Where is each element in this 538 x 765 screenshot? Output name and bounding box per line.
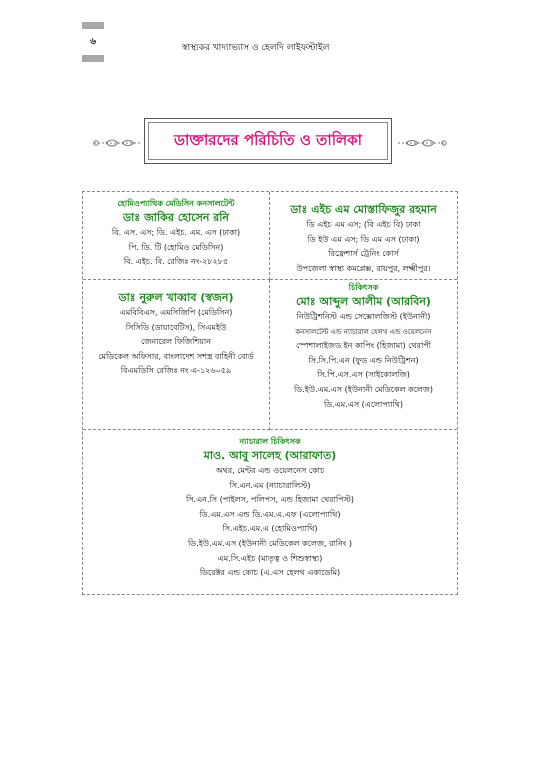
doctor-credential: কনসালটেন্ট এন্ড ন্যাচারাল হেলথ এন্ড ওয়েলনেস	[295, 327, 432, 336]
left-ornament-icon	[92, 136, 144, 150]
doctor-card	[83, 280, 270, 430]
doctor-credential: মেডিকেল অফিসার, বাংলাদেশ সশস্ত্র বাহিনী বোর্ড	[98, 351, 254, 361]
page-tab-bar-bottom	[82, 55, 104, 62]
doctor-credential: ডি.এম.এস (এলোপ্যাথি)	[323, 399, 404, 409]
page-tab-bar-top	[82, 22, 104, 29]
doctor-card	[270, 192, 457, 280]
running-header-title: স্বাস্থ্যকর খাদ্যাভ্যাস ও হেলদি লাইফস্টাইল	[182, 43, 330, 53]
doctor-role: হোমিওপ্যাথিক মেডিসিন কনসালটেন্ট	[117, 199, 235, 208]
doctor-credential: ডিরেক্টর এন্ড কোচ (এ.এস হেলথ একাডেমি)	[199, 568, 341, 578]
doctor-name: মাও. আবু সালেহ (আরাফাত)	[203, 449, 337, 462]
right-ornament-icon	[396, 136, 448, 150]
page-title: ডাক্তারদের পরিচিতি ও তালিকা	[174, 130, 362, 149]
doctor-credential: ডি এইচ এম এস; (বি এইচ বি) ঢাকা	[306, 220, 421, 229]
doctor-name: ডাঃ এইচ এম মোস্তাফিজুর রহমান	[290, 203, 437, 216]
doctors-table	[82, 191, 458, 595]
doctor-credential: স্পেশালাইজড ইন কাপিং (হিজামা) থেরাপী	[296, 341, 431, 351]
doctor-credential: এমবিবিএস, এমসিজিপি (মেডিসিন)	[119, 308, 233, 317]
doctor-credential: ডি.ইউ.এম.এস (ইউনানী মেডিকেল কলেজ, রানিং )	[188, 538, 352, 548]
doctor-credential: সি.পি.এস.এস (সাইকোলজি)	[317, 370, 410, 380]
doctor-credential: উপজেলা স্বাস্থ্য কমপ্লেক্স, রায়পুর, লক্ষ্মীপুর।	[296, 263, 431, 273]
doctor-card	[83, 430, 457, 594]
doctor-credential: অথর, মেন্টর এন্ড ওয়েলনেস কোচ	[215, 466, 325, 475]
doctor-credential: এম.সি.এইচ (মাতৃত্ব ও শিশুস্বাস্থ্য)	[217, 553, 323, 563]
doctor-credential: নিউট্রিশনিস্ট এন্ড সেক্সোলজিস্ট (ইউনানী)	[296, 312, 431, 321]
doctor-card	[270, 280, 457, 430]
doctor-credential: সি.এন.সি (পাইলস, পলিপস, এন্ড হিজামা থেরাপিস্ট)	[185, 495, 355, 505]
doctor-credential: সি.এন.এম (ন্যাচারালিস্ট)	[229, 480, 311, 490]
doctor-credential: রিফ্রেশার্স ট্রেনিং কোর্স	[328, 249, 399, 259]
page-number: ৬	[90, 37, 96, 47]
doctor-credential: ডি ইউ এম এস; ডি এম এস (ঢাকা)	[307, 234, 420, 244]
doctor-role: ন্যাচারাল চিকিৎসক	[239, 437, 301, 446]
doctor-card	[83, 192, 270, 280]
doctor-credential: সি.সি.পি.এন (ফুড এন্ড নিউট্রিশন)	[308, 355, 419, 365]
title-frame-inner	[148, 122, 388, 160]
doctor-credential: পি. ডি. টি (হোমিও মেডিসিন)	[128, 242, 224, 252]
section-title-banner	[92, 118, 448, 166]
doctor-credential: জেনারেল ফিজিশিয়ান	[140, 337, 212, 347]
doctor-credential: বি. এস. এস; ডি. এইচ. এম. এস (ঢাকা)	[111, 228, 241, 237]
doctor-credential: সিসিডি (ডায়াবেটিস), সিএমইউ	[125, 322, 227, 332]
title-frame	[144, 118, 392, 164]
doctor-credential: ডি.ইউ.এম.এস (ইউনানী মেডিকেল কলেজ)	[293, 384, 434, 394]
doctor-name: ডাঃ জাকির হোসেন রনি	[122, 211, 229, 224]
doctor-name: মোঃ আব্দুল আলীম (আরবিন)	[296, 295, 431, 308]
doctor-name: ডাঃ নুরুল খাব্বাব (স্বজন)	[118, 291, 234, 304]
doctor-credential: ডি.এম.এস এন্ড ডি.এম.এ.এফ (এলোপ্যাথি)	[199, 509, 341, 519]
doctor-credential: সি.এইচ.এম.এ (হোমিওপ্যাথি)	[222, 524, 318, 534]
doctor-role: চিকিৎসক	[348, 283, 379, 292]
page-number-tab	[82, 22, 104, 62]
doctor-credential: বিএমডিসি রেজিঃ নং এ-১২৬০৫৯	[120, 366, 232, 376]
doctor-credential: বি. এইচ. বি. রেজিঃ নং-২৮২৮৫	[123, 257, 229, 267]
